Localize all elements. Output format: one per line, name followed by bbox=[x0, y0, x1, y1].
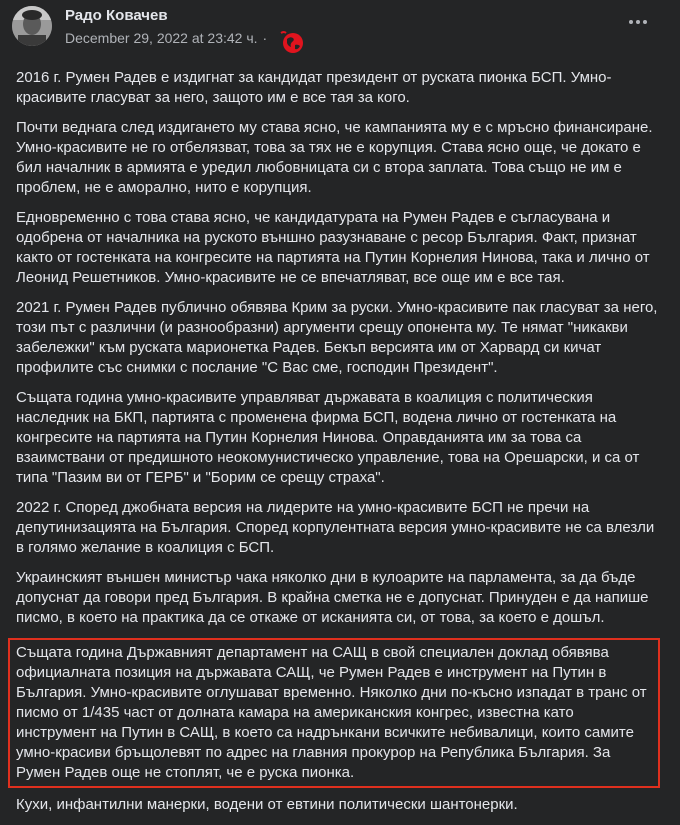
post-paragraph: Украинският външен министър чака няколко дни в кулоарите на парламента, за да бъде допуснат да говори пред България. В крайна сметка не е допуснат. Принуден е да напише писмо, в което на практика да се откаже от исканията си, от това, за което е дошъл. bbox=[16, 569, 649, 626]
post-timestamp[interactable]: December 29, 2022 at 23:42 ч. bbox=[65, 30, 258, 46]
post-paragraph: Едновременно с това става ясно, че кандидатурата на Румен Радев е съгласувана и одобрена от началника на руското външно разузнаване с ресор България. Факт, признат както от гостенката на конгресите на партията на Путин Корнелия Нинова, така и лично от Леонид Решетников. Умно-красивите не се впечатляват, все още им е все тая. bbox=[16, 209, 650, 286]
post-paragraph: Същата година умно-красивите управляват държавата в коалиция с политическия наследник на БКП, партията с променена фирма БСП, водена лично от гостенката на конгресите на партията на Путин Корнелия Нинова. Оправданията им за това са взаимствани от предишното неокомунистическо управление, това на Орешарски, и са от типа "Пазим ви от ГЕРБ" и "Борим се срещу страха". bbox=[16, 389, 640, 486]
globe-icon[interactable] bbox=[278, 28, 306, 56]
separator-dot: · bbox=[262, 30, 268, 46]
post-paragraph: Почти веднага след издигането му става ясно, че кампанията му е с мръсно финансиране. Умно-красивите не го отбелязват, това за тях не е корупция. Става ясно още, че докато е бил началник в армията е уредил любовницата си с втора заплата. Това също не им е проблем, не е аморално, нито е корупция. bbox=[16, 119, 653, 196]
closing-paragraph: Кухи, инфантилни манерки, водени от евтини политически шантонерки. bbox=[16, 796, 518, 813]
more-options-icon bbox=[628, 19, 648, 25]
post-paragraph: 2016 г. Румен Радев е издигнат за кандидат президент от руската пионка БСП. Умно-красивите гласуват за него, защото им е все тая за кого. bbox=[16, 69, 612, 106]
author-name[interactable]: Радо Ковачев bbox=[65, 7, 168, 24]
post-meta bbox=[65, 28, 270, 48]
post-header bbox=[0, 0, 680, 60]
avatar-photo bbox=[12, 6, 52, 46]
avatar[interactable] bbox=[12, 6, 52, 46]
post-paragraph: 2022 г. Според джобната версия на лидерите на умно-красивите БСП не пречи на депутинизацията на България. Според корпулентната версия умно-красивите не са влезли в голямо желание в коалиция с БСП. bbox=[16, 499, 655, 556]
highlighted-paragraph: Същата година Държавният департамент на САЩ в свой специален доклад обявява официалната позиция на държавата САЩ, че Румен Радев е инструмент на Путин в България. Умно-красивите оглушават временно. Няколко дни по-късно изпадат в транс от писмо от 1/435 част от долната камара на американския конгрес, известна като инструмент на Путин в САЩ, в което са надрънкани всичките небивалици, които самите умно-красиви бръщолевят по адрес на главния прокурор на Република България. За Румен Радев още не стоплят, че е руска пионка. bbox=[16, 644, 647, 781]
highlighted-section bbox=[8, 638, 660, 788]
post-paragraph: 2021 г. Румен Радев публично обявява Крим за руски. Умно-красивите пак гласуват за него, този път с различни (и разнообразни) аргументи срещу опонента му. Те нямат "никакви забележки" към руската марионетка Радев. Бекъп версията им от Харвард си кичат профилите със снимки с послание "С Вас сме, господин Президент". bbox=[16, 299, 658, 376]
more-options-button[interactable] bbox=[622, 10, 654, 34]
post-body bbox=[16, 68, 666, 825]
